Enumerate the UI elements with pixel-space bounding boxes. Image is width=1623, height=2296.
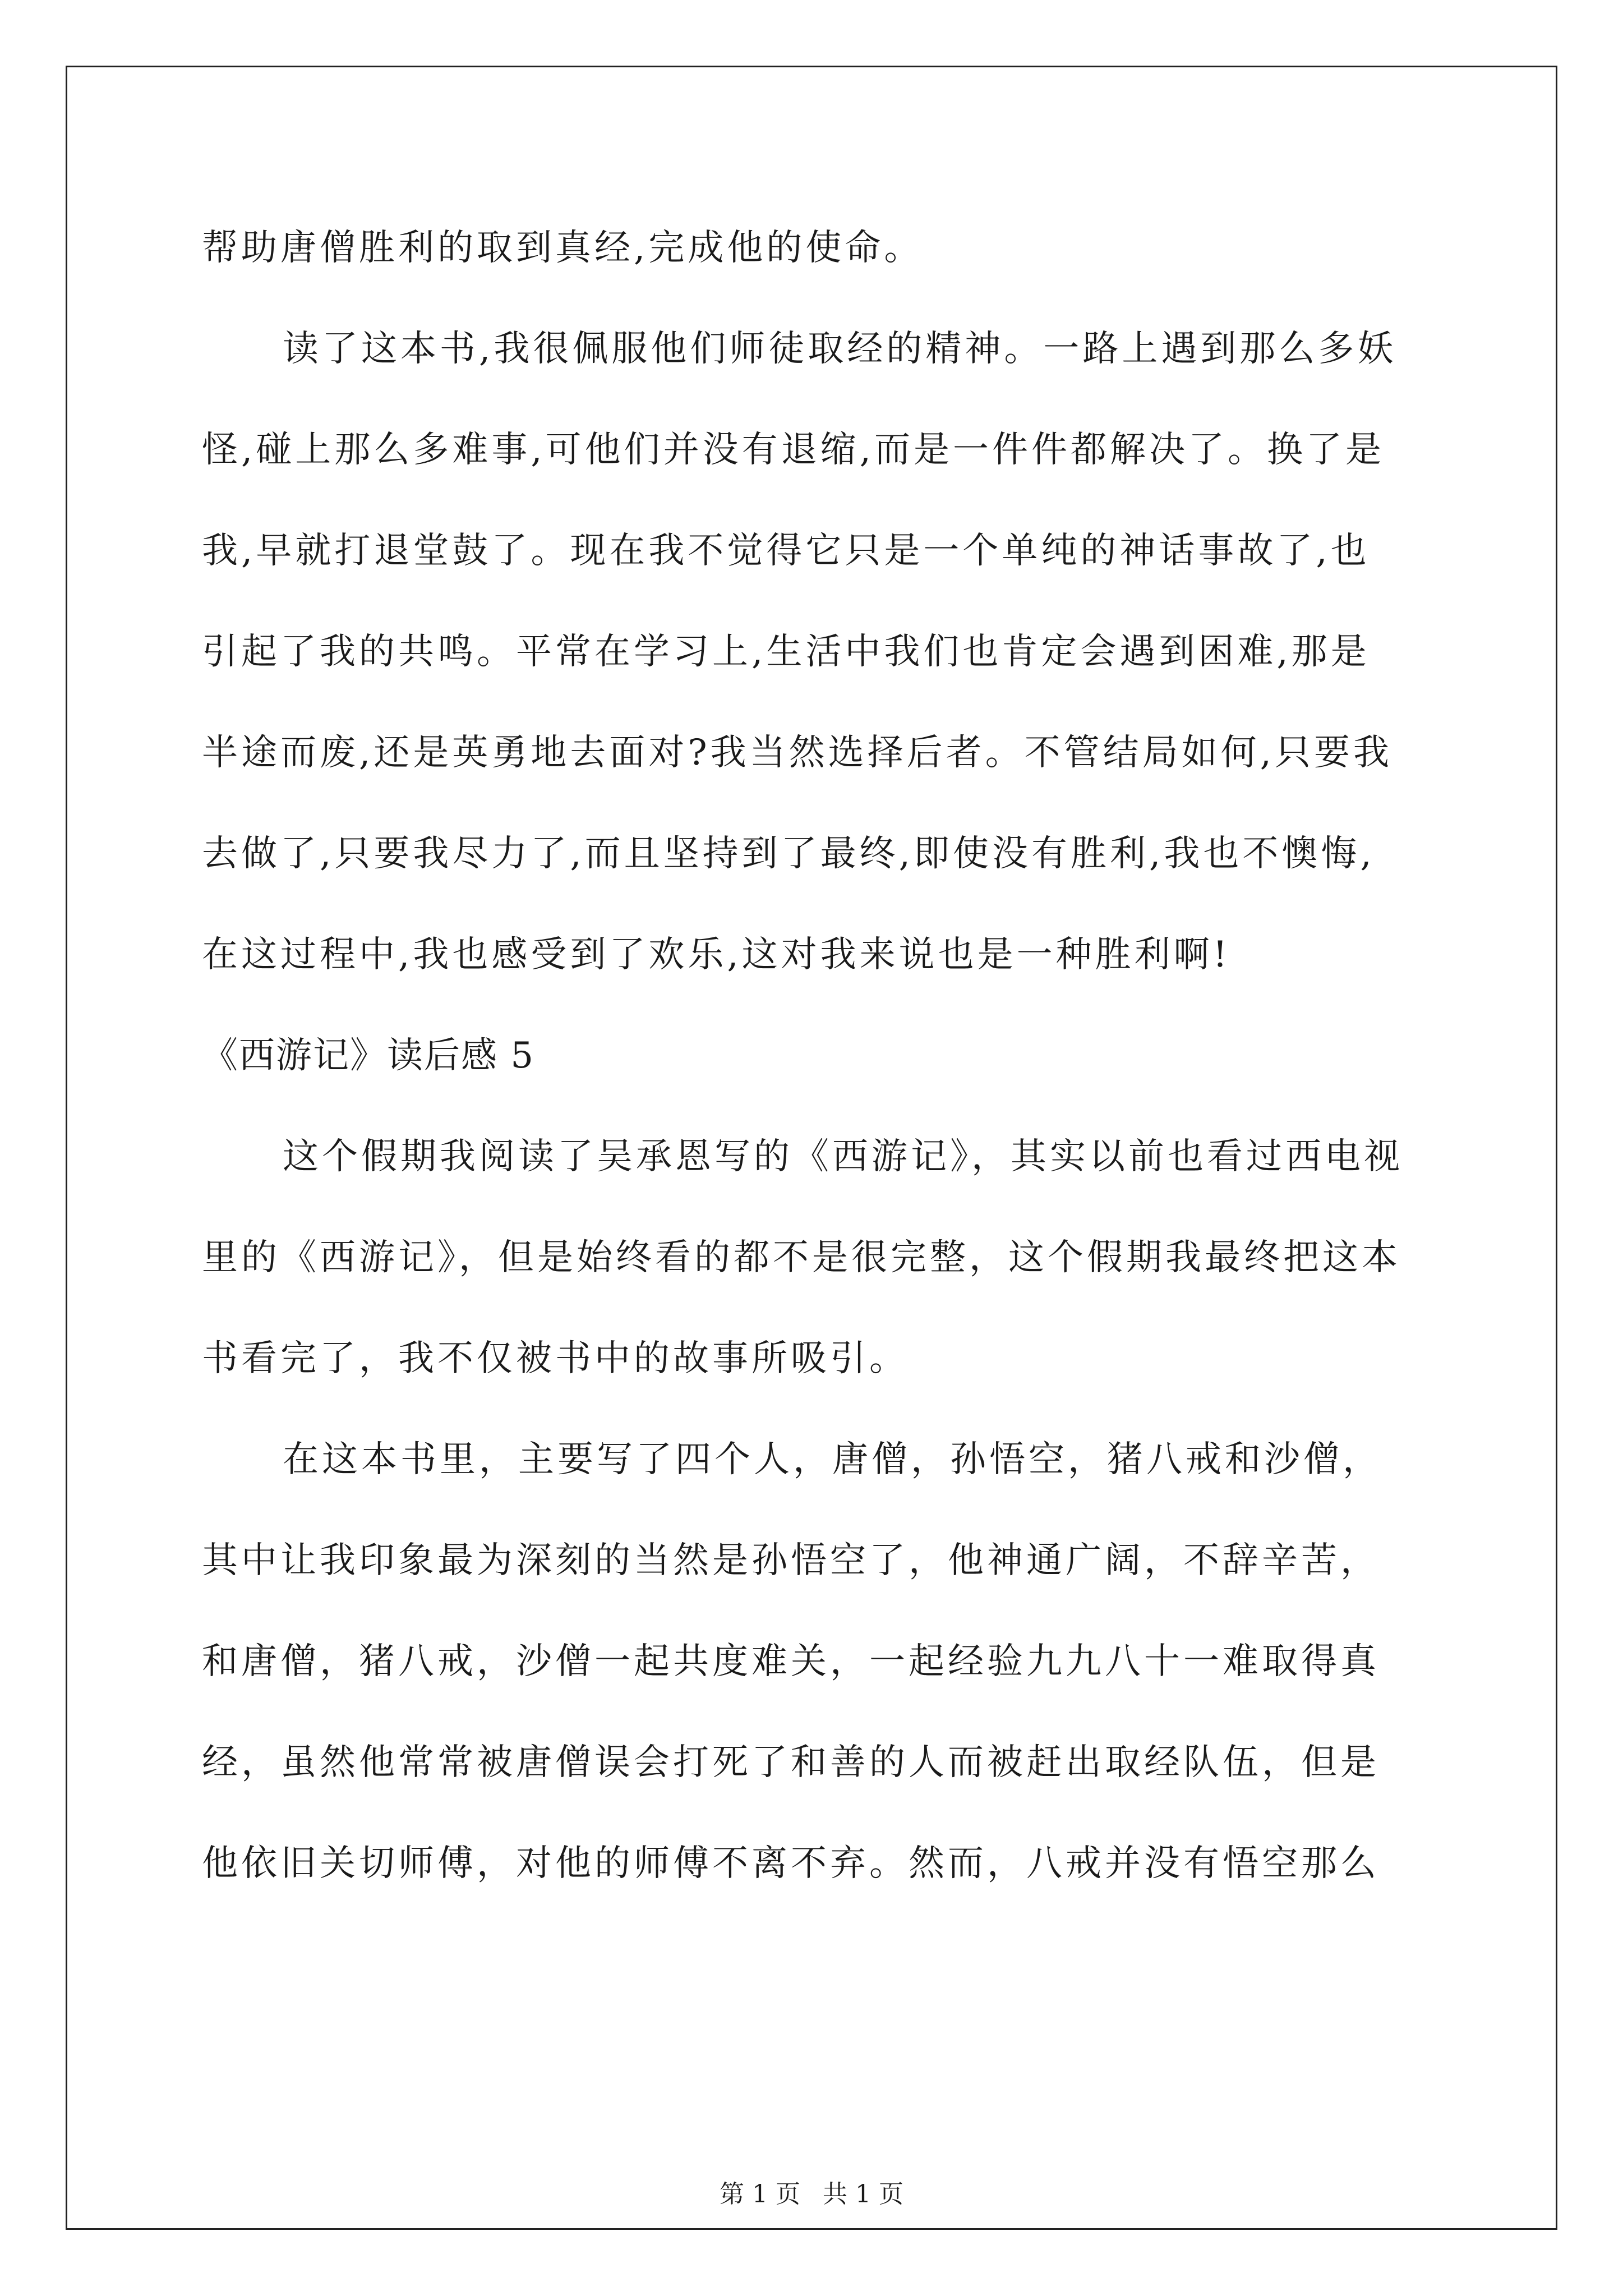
text-line: 和唐僧，猪八戒，沙僧一起共度难关，一起经验九九八十一难取得真 xyxy=(202,1641,1380,1682)
paragraph-start: 这个假期我阅读了吴承恩写的《西游记》，其实以前也看过西电视 xyxy=(283,1136,1403,1177)
paragraph-start: 读了这本书,我很佩服他们师徒取经的精神。一路上遇到那么多妖 xyxy=(283,328,1397,370)
text-line: 半途而废,还是英勇地去面对?我当然选择后者。不管结局如何,只要我 xyxy=(202,732,1393,774)
text-line: 帮助唐僧胜利的取到真经,完成他的使命。 xyxy=(202,227,924,269)
text-line: 怪,碰上那么多难事,可他们并没有退缩,而是一件件都解决了。换了是 xyxy=(202,429,1385,471)
text-line: 在这过程中,我也感受到了欢乐,这对我来说也是一种胜利啊! xyxy=(202,934,1231,976)
text-line: 里的《西游记》，但是始终看的都不是很完整，这个假期我最终把这本 xyxy=(202,1237,1401,1278)
text-line: 引起了我的共鸣。平常在学习上,生活中我们也肯定会遇到困难,那是 xyxy=(202,631,1370,673)
text-line: 经，虽然他常常被唐僧误会打死了和善的人而被赶出取经队伍，但是 xyxy=(202,1742,1380,1783)
paragraph-start: 在这本书里，主要写了四个人，唐僧，孙悟空，猪八戒和沙僧， xyxy=(283,1439,1382,1480)
text-line: 其中让我印象最为深刻的当然是孙悟空了，他神通广阔，不辞辛苦， xyxy=(202,1540,1380,1581)
text-line: 书看完了，我不仅被书中的故事所吸引。 xyxy=(202,1338,909,1379)
page-number: 第 1 页 xyxy=(720,2180,800,2208)
section-heading: 《西游记》读后感 5 xyxy=(202,1035,535,1076)
text-line: 他依旧关切师傅，对他的师傅不离不弃。然而，八戒并没有悟空那么 xyxy=(202,1843,1380,1884)
page-total: 共 1 页 xyxy=(823,2180,903,2208)
text-line: 我,早就打退堂鼓了。现在我不觉得它只是一个单纯的神话事故了,也 xyxy=(202,530,1370,572)
page-footer xyxy=(0,2182,1623,2207)
text-line: 去做了,只要我尽力了,而且坚持到了最终,即使没有胜利,我也不懊悔, xyxy=(202,833,1375,875)
